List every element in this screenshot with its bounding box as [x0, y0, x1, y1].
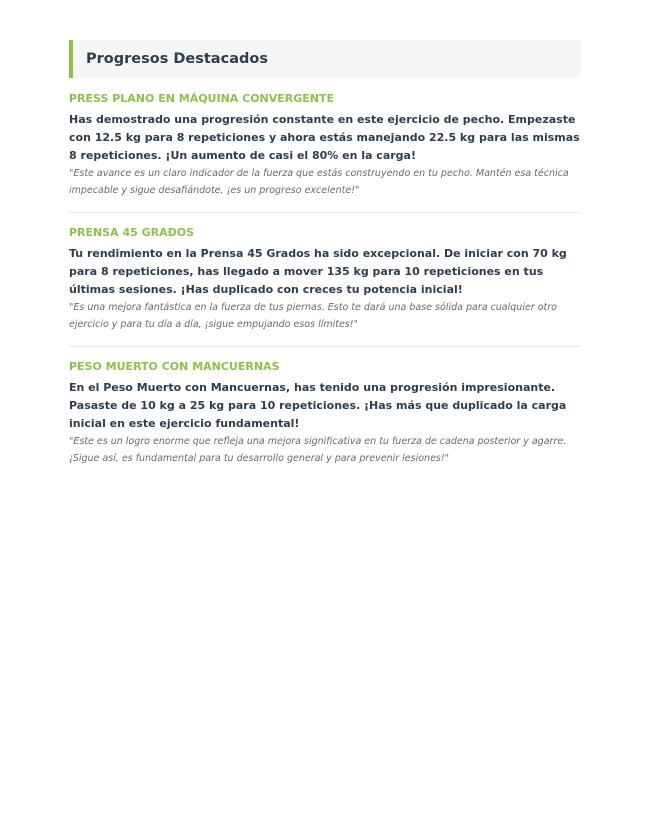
section-title: Progresos Destacados	[86, 51, 268, 67]
entry-quote: "Es una mejora fantástica en la fuerza de tus piernas. Esto te dará una base sólida para cualquier otro ejercicio y para tu día a día, ¡sigue empujando esos límites!"	[69, 302, 557, 330]
entry-quote: "Este es un logro enorme que refleja una mejora significativa en tu fuerza de cadena posterior y agarre. ¡Sigue así, es fundamental para tu desarrollo general y para prevenir lesiones!"	[69, 436, 567, 464]
entry-title: PRESS PLANO EN MÁQUINA CONVERGENTE	[69, 92, 335, 105]
entry-body: Tu rendimiento en la Prensa 45 Grados ha sido excepcional. De iniciar con 70 kg para 8 repeticiones, has llegado a mover 135 kg para 10 repeticiones en tus últimas sesiones. ¡Has duplicado con creces tu potencia inicial!	[69, 247, 567, 296]
progress-entry-press-plano	[69, 78, 581, 213]
highlights-section	[69, 40, 581, 480]
entry-quote: "Este avance es un claro indicador de la fuerza que estás construyendo en tu pecho. Mantén esa técnica impecable y sigue desafiándote, ¡es un progreso excelente!"	[69, 168, 569, 196]
section-header	[69, 40, 581, 78]
entry-body: Has demostrado una progresión constante en este ejercicio de pecho. Empezaste con 12.5 kg para 8 repeticiones y ahora estás manejando 22.5 kg para las mismas 8 repeticiones. ¡Un aumento de casi el 80% en la carga!	[69, 113, 580, 162]
progress-entry-prensa-45	[69, 213, 581, 347]
entry-title: PESO MUERTO CON MANCUERNAS	[69, 360, 280, 373]
progress-entry-peso-muerto	[69, 347, 581, 480]
entry-title: PRENSA 45 GRADOS	[69, 226, 195, 239]
entry-body: En el Peso Muerto con Mancuernas, has tenido una progresión impresionante. Pasaste de 10 kg a 25 kg para 10 repeticiones. ¡Has más que duplicado la carga inicial en este ejercicio fundamental!	[69, 381, 567, 430]
